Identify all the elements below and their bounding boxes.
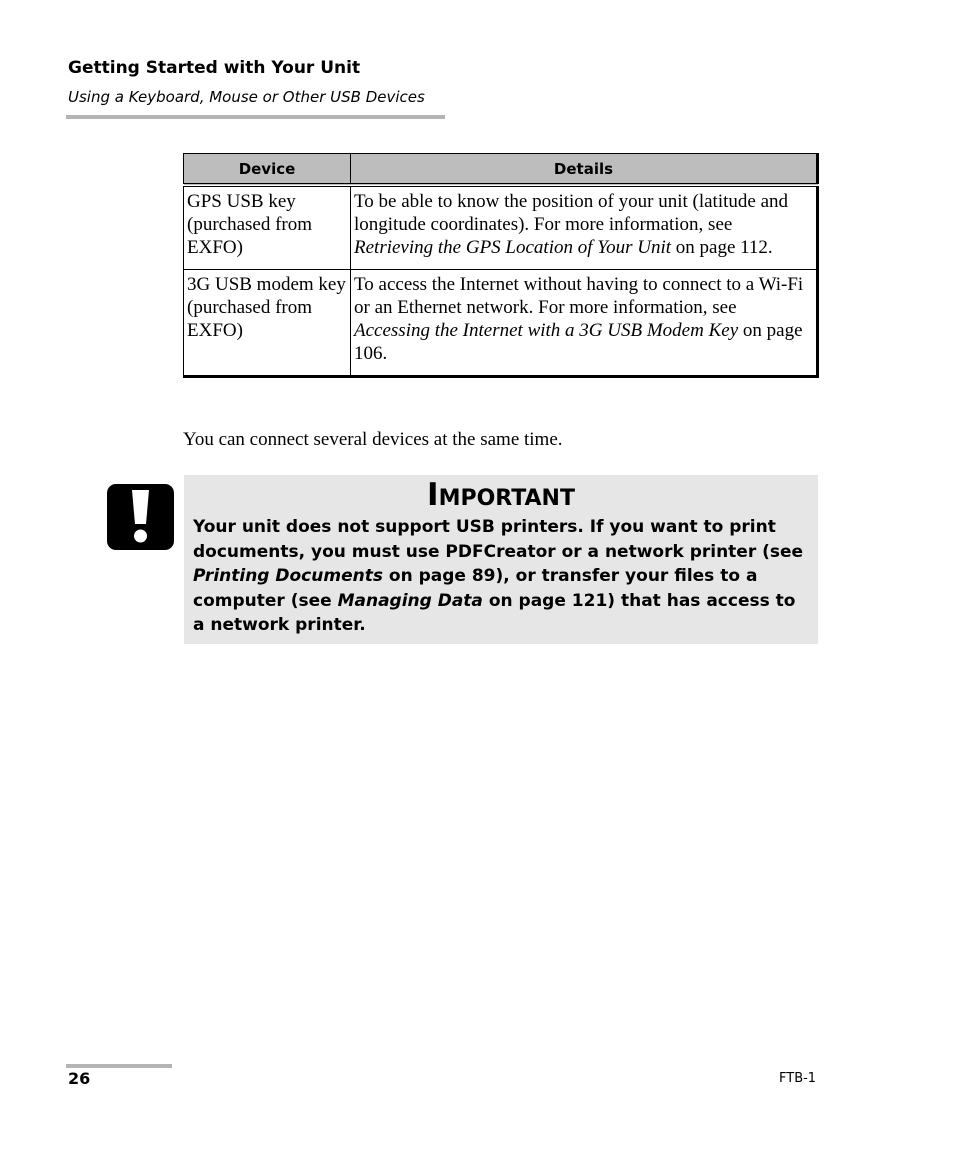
- column-header-details: Details: [351, 154, 818, 186]
- page-number: 26: [68, 1069, 91, 1088]
- details-cell: [351, 270, 818, 377]
- column-header-device: Device: [184, 154, 351, 186]
- chapter-title: Getting Started with Your Unit: [68, 58, 361, 78]
- devices-table: [183, 153, 819, 378]
- details-text: on page 106.: [354, 320, 803, 364]
- exclamation-icon: [107, 484, 174, 550]
- device-cell: 3G USB modem key (purchased from EXFO): [184, 270, 351, 377]
- document-id: FTB-1: [779, 1071, 817, 1086]
- header-divider: [66, 115, 445, 119]
- table-row: [184, 185, 818, 270]
- cross-reference-link[interactable]: Retrieving the GPS Location of Your Unit: [354, 237, 672, 258]
- cross-reference-link[interactable]: Printing Documents: [193, 566, 383, 586]
- important-heading-rest: MPORTANT: [438, 486, 575, 511]
- cross-reference-link[interactable]: Accessing the Internet with a 3G USB Modem Key: [354, 320, 739, 341]
- important-text-part: on page 121) that has access to a network printer.: [193, 590, 796, 635]
- details-text: To be able to know the position of your unit (latitude and longitude coordinates). For more information, see: [354, 191, 789, 235]
- details-text: on page 112.: [671, 237, 773, 258]
- important-heading-initial: I: [427, 477, 439, 513]
- details-cell: [351, 185, 818, 270]
- section-subtitle: Using a Keyboard, Mouse or Other USB Devices: [68, 88, 425, 106]
- cross-reference-link[interactable]: Managing Data: [337, 590, 483, 611]
- table-row: [184, 270, 818, 377]
- footer-divider: [66, 1064, 172, 1068]
- body-paragraph: You can connect several devices at the same time.: [183, 429, 563, 450]
- table-header-row: [184, 154, 818, 186]
- important-text: [193, 515, 805, 638]
- details-text: To access the Internet without having to connect to a Wi-Fi or an Ethernet network. For more information, see: [354, 274, 804, 318]
- important-text-part: on page 89), or transfer your files to a computer (see: [193, 566, 758, 611]
- important-text-part: Your unit does not support USB printers. If you want to print documents, you must use PDFCreator or a network printer (see: [193, 517, 804, 562]
- device-cell: GPS USB key (purchased from EXFO): [184, 185, 351, 270]
- important-heading: [184, 477, 818, 513]
- important-notice: [184, 475, 818, 644]
